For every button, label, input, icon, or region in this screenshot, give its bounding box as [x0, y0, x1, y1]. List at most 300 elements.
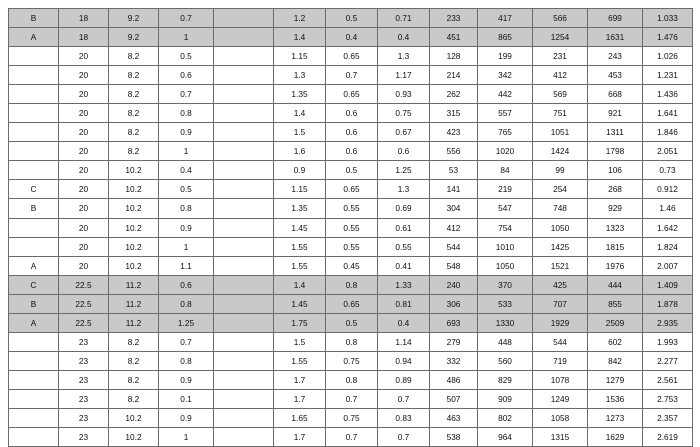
table-cell: 0.94 [378, 351, 430, 370]
table-cell: C [9, 180, 59, 199]
table-cell: 748 [533, 199, 588, 218]
table-cell: 20 [59, 85, 109, 104]
table-cell: 1.641 [643, 104, 693, 123]
table-cell: 23 [59, 351, 109, 370]
table-cell: 11.2 [109, 275, 159, 294]
table-cell: 1.7 [274, 389, 326, 408]
table-cell: 707 [533, 294, 588, 313]
table-cell: 765 [478, 123, 533, 142]
table-cell: 8.2 [109, 104, 159, 123]
table-cell [214, 351, 274, 370]
table-cell: 0.7 [159, 332, 214, 351]
table-cell: 1078 [533, 370, 588, 389]
table-cell: 99 [533, 161, 588, 180]
table-cell: 8.2 [109, 123, 159, 142]
table-cell: 1.55 [274, 256, 326, 275]
table-cell: 560 [478, 351, 533, 370]
table-cell: 0.7 [159, 85, 214, 104]
table-cell: 566 [533, 9, 588, 28]
table-cell: 8.2 [109, 85, 159, 104]
table-cell [9, 389, 59, 408]
table-cell: 693 [430, 313, 478, 332]
table-row [9, 104, 693, 123]
table-cell: 547 [478, 199, 533, 218]
table-cell: 557 [478, 104, 533, 123]
table-cell: 1311 [588, 123, 643, 142]
table-cell [214, 180, 274, 199]
table-cell: 370 [478, 275, 533, 294]
table-cell: 219 [478, 180, 533, 199]
table-cell: 199 [478, 47, 533, 66]
table-cell: 0.9 [274, 161, 326, 180]
table-cell: 304 [430, 199, 478, 218]
table-row [9, 123, 693, 142]
table-cell: 1.4 [274, 104, 326, 123]
table-cell: 964 [478, 428, 533, 447]
table-cell: 11.2 [109, 294, 159, 313]
table-cell: 106 [588, 161, 643, 180]
table-row [9, 275, 693, 294]
table-cell: 0.65 [326, 294, 378, 313]
table-row [9, 161, 693, 180]
table-cell [214, 9, 274, 28]
table-row [9, 389, 693, 408]
table-cell: 1.846 [643, 123, 693, 142]
table-cell: 1323 [588, 218, 643, 237]
table-cell: 1.45 [274, 218, 326, 237]
table-row [9, 218, 693, 237]
table-cell: 1254 [533, 28, 588, 47]
table-cell: 306 [430, 294, 478, 313]
table-cell [214, 47, 274, 66]
table-cell: 0.1 [159, 389, 214, 408]
table-cell: 842 [588, 351, 643, 370]
table-cell: 1.33 [378, 275, 430, 294]
table-cell [9, 85, 59, 104]
table-cell: 2.753 [643, 389, 693, 408]
table-cell: 425 [533, 275, 588, 294]
table-cell: 1050 [478, 256, 533, 275]
table-cell: 556 [430, 142, 478, 161]
table-cell [214, 237, 274, 256]
table-cell: 0.4 [378, 313, 430, 332]
table-cell: 1.25 [378, 161, 430, 180]
table-cell: 463 [430, 408, 478, 427]
table-cell [214, 104, 274, 123]
table-cell [214, 142, 274, 161]
table-cell: 507 [430, 389, 478, 408]
table-cell: 20 [59, 256, 109, 275]
table-row [9, 142, 693, 161]
table-cell [9, 351, 59, 370]
table-cell [214, 408, 274, 427]
table-cell: 751 [533, 104, 588, 123]
table-cell: 1.7 [274, 370, 326, 389]
table-cell: 0.8 [326, 275, 378, 294]
table-cell: 1521 [533, 256, 588, 275]
table-cell: 0.6 [159, 66, 214, 85]
table-cell: 1.65 [274, 408, 326, 427]
table-cell: 1.3 [274, 66, 326, 85]
table-cell: 909 [478, 389, 533, 408]
table-cell: 23 [59, 428, 109, 447]
table-cell: A [9, 28, 59, 47]
table-cell: 84 [478, 161, 533, 180]
table-cell: 1.55 [274, 351, 326, 370]
table-row [9, 428, 693, 447]
table-cell: 10.2 [109, 199, 159, 218]
table-cell: 1976 [588, 256, 643, 275]
table-cell: 1425 [533, 237, 588, 256]
table-cell: B [9, 9, 59, 28]
table-cell: 1.5 [274, 123, 326, 142]
table-cell: 23 [59, 332, 109, 351]
table-cell: 0.55 [326, 199, 378, 218]
table-cell: 0.7 [326, 66, 378, 85]
table-cell: 8.2 [109, 66, 159, 85]
table-cell: 0.9 [159, 218, 214, 237]
table-cell: 448 [478, 332, 533, 351]
table-cell: 0.9 [159, 370, 214, 389]
table-cell: 342 [478, 66, 533, 85]
table-cell: 602 [588, 332, 643, 351]
table-cell: 1.642 [643, 218, 693, 237]
table-cell: 8.2 [109, 332, 159, 351]
table-cell: 10.2 [109, 161, 159, 180]
table-cell: 538 [430, 428, 478, 447]
table-cell: 8.2 [109, 389, 159, 408]
table-cell: 412 [533, 66, 588, 85]
table-cell: 10.2 [109, 218, 159, 237]
table-cell: 254 [533, 180, 588, 199]
table-cell: 0.9 [159, 123, 214, 142]
table-cell: 1279 [588, 370, 643, 389]
table-cell: 1.45 [274, 294, 326, 313]
table-cell: 1010 [478, 237, 533, 256]
table-cell: 1.476 [643, 28, 693, 47]
table-cell: 23 [59, 370, 109, 389]
table-cell: 10.2 [109, 428, 159, 447]
table-cell: 0.55 [378, 237, 430, 256]
table-row [9, 351, 693, 370]
table-cell [9, 237, 59, 256]
table-cell: 0.61 [378, 218, 430, 237]
table-cell: 1.35 [274, 199, 326, 218]
table-cell: 1.436 [643, 85, 693, 104]
table-cell: 18 [59, 28, 109, 47]
table-cell [214, 313, 274, 332]
table-cell: 0.8 [159, 104, 214, 123]
table-cell: 332 [430, 351, 478, 370]
table-cell: 262 [430, 85, 478, 104]
table-cell: 2.051 [643, 142, 693, 161]
table-cell: 1424 [533, 142, 588, 161]
table-cell: 10.2 [109, 237, 159, 256]
table-cell: 0.8 [159, 351, 214, 370]
table-cell: 1.35 [274, 85, 326, 104]
table-cell [9, 218, 59, 237]
table-cell [214, 332, 274, 351]
table-cell: 412 [430, 218, 478, 237]
table-cell: 0.55 [326, 218, 378, 237]
table-cell [214, 370, 274, 389]
table-cell: 23 [59, 408, 109, 427]
table-cell: 233 [430, 9, 478, 28]
table-cell: 569 [533, 85, 588, 104]
table-cell: 8.2 [109, 351, 159, 370]
table-cell [214, 389, 274, 408]
table-cell: 2.619 [643, 428, 693, 447]
table-cell: 1.878 [643, 294, 693, 313]
table-cell: 18 [59, 9, 109, 28]
table-cell: 128 [430, 47, 478, 66]
table-cell: 486 [430, 370, 478, 389]
table-cell: 0.65 [326, 85, 378, 104]
table-cell: 279 [430, 332, 478, 351]
table-container [8, 8, 692, 447]
table-cell: 0.5 [326, 9, 378, 28]
table-cell: 0.4 [378, 28, 430, 47]
table-cell: 0.5 [159, 180, 214, 199]
table-cell: 829 [478, 370, 533, 389]
table-cell [9, 104, 59, 123]
table-cell: 0.6 [326, 123, 378, 142]
table-cell: 1 [159, 237, 214, 256]
table-cell: 1315 [533, 428, 588, 447]
table-cell: 444 [588, 275, 643, 294]
table-cell: 315 [430, 104, 478, 123]
table-cell: 1273 [588, 408, 643, 427]
table-cell: 20 [59, 47, 109, 66]
table-cell: 0.7 [378, 428, 430, 447]
table-cell: 2.935 [643, 313, 693, 332]
table-cell: 0.8 [159, 199, 214, 218]
table-row [9, 237, 693, 256]
data-table [8, 8, 693, 447]
table-cell [9, 428, 59, 447]
table-cell: 0.67 [378, 123, 430, 142]
table-cell: 1.409 [643, 275, 693, 294]
table-row [9, 408, 693, 427]
table-cell: 10.2 [109, 180, 159, 199]
table-cell: 2509 [588, 313, 643, 332]
table-cell: 1.17 [378, 66, 430, 85]
table-cell: 20 [59, 199, 109, 218]
table-cell: 1798 [588, 142, 643, 161]
table-cell [9, 332, 59, 351]
table-cell: 22.5 [59, 313, 109, 332]
table-cell: 1.15 [274, 47, 326, 66]
table-cell: 423 [430, 123, 478, 142]
table-cell: 0.81 [378, 294, 430, 313]
table-cell: 1.3 [378, 47, 430, 66]
table-cell [214, 161, 274, 180]
table-cell: 0.69 [378, 199, 430, 218]
table-cell: 20 [59, 66, 109, 85]
table-cell: 231 [533, 47, 588, 66]
table-cell [214, 256, 274, 275]
table-cell: 20 [59, 123, 109, 142]
table-cell: 2.007 [643, 256, 693, 275]
table-cell: 0.71 [378, 9, 430, 28]
table-cell: 544 [430, 237, 478, 256]
table-cell: 240 [430, 275, 478, 294]
table-cell: 0.4 [326, 28, 378, 47]
table-cell: 0.912 [643, 180, 693, 199]
table-cell: 0.7 [326, 428, 378, 447]
table-row [9, 85, 693, 104]
table-cell [9, 47, 59, 66]
table-cell: 548 [430, 256, 478, 275]
table-row [9, 66, 693, 85]
table-cell: A [9, 313, 59, 332]
table-cell: 0.8 [326, 370, 378, 389]
table-row [9, 28, 693, 47]
table-cell [9, 123, 59, 142]
table-cell: 0.5 [326, 313, 378, 332]
table-cell: 1.14 [378, 332, 430, 351]
table-cell: 0.75 [326, 351, 378, 370]
table-cell: 0.5 [326, 161, 378, 180]
table-cell: 1.026 [643, 47, 693, 66]
table-cell: 668 [588, 85, 643, 104]
table-cell [214, 85, 274, 104]
table-cell: 2.357 [643, 408, 693, 427]
table-cell: 0.7 [159, 9, 214, 28]
table-cell: 1.25 [159, 313, 214, 332]
table-cell: 1.55 [274, 237, 326, 256]
table-cell: 0.41 [378, 256, 430, 275]
table-cell: 141 [430, 180, 478, 199]
table-row [9, 332, 693, 351]
table-cell [214, 28, 274, 47]
table-cell: 451 [430, 28, 478, 47]
table-row [9, 256, 693, 275]
table-cell: 0.55 [326, 237, 378, 256]
table-cell: A [9, 256, 59, 275]
table-cell: 0.6 [378, 142, 430, 161]
table-cell: 23 [59, 389, 109, 408]
table-cell [214, 294, 274, 313]
table-cell: 1629 [588, 428, 643, 447]
table-cell [9, 370, 59, 389]
table-cell: 929 [588, 199, 643, 218]
table-cell: 1.3 [378, 180, 430, 199]
table-cell: 20 [59, 142, 109, 161]
table-cell: 544 [533, 332, 588, 351]
table-cell [214, 218, 274, 237]
table-cell: 1.75 [274, 313, 326, 332]
table-cell: 1815 [588, 237, 643, 256]
table-cell: 22.5 [59, 294, 109, 313]
table-cell: 0.45 [326, 256, 378, 275]
table-cell: 0.65 [326, 180, 378, 199]
table-cell: 1.15 [274, 180, 326, 199]
table-cell: 0.9 [159, 408, 214, 427]
table-cell: 0.73 [643, 161, 693, 180]
table-cell: 22.5 [59, 275, 109, 294]
table-cell: 1 [159, 142, 214, 161]
table-cell: 0.8 [326, 332, 378, 351]
table-cell: 9.2 [109, 9, 159, 28]
table-cell [214, 123, 274, 142]
table-cell: 0.6 [326, 104, 378, 123]
table-cell: 53 [430, 161, 478, 180]
table-cell: 2.561 [643, 370, 693, 389]
table-cell [9, 161, 59, 180]
table-cell: 921 [588, 104, 643, 123]
table-cell: 0.6 [159, 275, 214, 294]
table-cell: 1330 [478, 313, 533, 332]
table-cell: 0.65 [326, 47, 378, 66]
table-cell: 8.2 [109, 142, 159, 161]
table-cell: 1536 [588, 389, 643, 408]
table-cell: 20 [59, 161, 109, 180]
table-cell: 0.83 [378, 408, 430, 427]
table-cell: 20 [59, 218, 109, 237]
table-cell: 1.7 [274, 428, 326, 447]
table-cell [214, 275, 274, 294]
table-cell: 754 [478, 218, 533, 237]
table-cell: 0.75 [378, 104, 430, 123]
table-row [9, 9, 693, 28]
table-cell: 20 [59, 237, 109, 256]
table-cell: 1051 [533, 123, 588, 142]
table-cell: 20 [59, 104, 109, 123]
table-cell: 0.4 [159, 161, 214, 180]
table-cell: 20 [59, 180, 109, 199]
table-cell [9, 142, 59, 161]
table-cell [9, 66, 59, 85]
table-cell: 1.824 [643, 237, 693, 256]
table-row [9, 47, 693, 66]
table-cell: 855 [588, 294, 643, 313]
table-row [9, 199, 693, 218]
table-cell: 243 [588, 47, 643, 66]
table-cell: 1.231 [643, 66, 693, 85]
table-cell: 8.2 [109, 370, 159, 389]
table-cell: 0.89 [378, 370, 430, 389]
table-cell: 719 [533, 351, 588, 370]
table-cell: 0.7 [326, 389, 378, 408]
table-cell: 417 [478, 9, 533, 28]
table-cell: 1.46 [643, 199, 693, 218]
table-cell: 1.6 [274, 142, 326, 161]
table-cell: 0.5 [159, 47, 214, 66]
table-cell: 0.8 [159, 294, 214, 313]
table-cell: 10.2 [109, 256, 159, 275]
table-cell: 1.2 [274, 9, 326, 28]
table-cell [214, 428, 274, 447]
table-cell: 268 [588, 180, 643, 199]
table-cell: 10.2 [109, 408, 159, 427]
table-row [9, 294, 693, 313]
table-cell: 1929 [533, 313, 588, 332]
table-cell: 0.75 [326, 408, 378, 427]
table-cell: 1.033 [643, 9, 693, 28]
table-cell: B [9, 199, 59, 218]
table-cell: 865 [478, 28, 533, 47]
table-cell: 1058 [533, 408, 588, 427]
table-cell [9, 408, 59, 427]
table-cell: 0.7 [378, 389, 430, 408]
table-cell: 1.1 [159, 256, 214, 275]
table-cell: 442 [478, 85, 533, 104]
table-cell: 1631 [588, 28, 643, 47]
table-row [9, 180, 693, 199]
table-cell: 0.93 [378, 85, 430, 104]
table-cell: 9.2 [109, 28, 159, 47]
